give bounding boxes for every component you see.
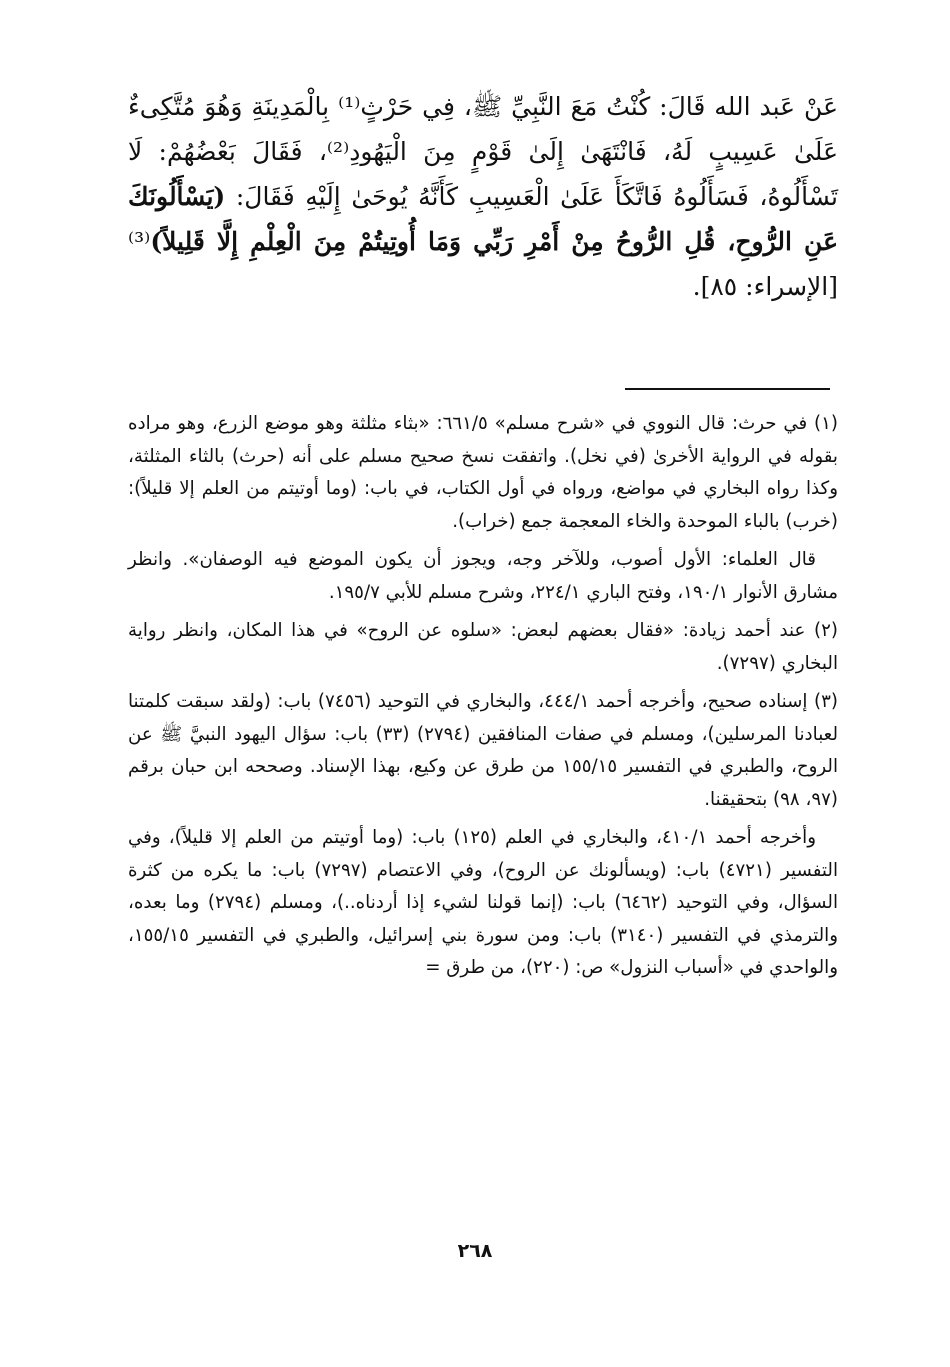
footnotes-section bbox=[128, 408, 838, 991]
footnote-divider bbox=[625, 388, 830, 390]
hadith-narration: عَنْ عَبد الله قَالَ: كُنْتُ مَعَ النَّبِيِّ ﷺ، فِي حَرْثٍ⁽¹⁾ بِالْمَدِينَةِ وَهُوَ مُتَّكِىءٌ عَلَىٰ عَسِيبٍ لَهُ، فَانْتَهَىٰ إِلَىٰ قَوْمٍ مِنَ الْيَهُودِ⁽²⁾، فَقَالَ بَعْضُهُمْ: لَا تَسْأَلُوهُ، فَسَأَلُوهُ فَاتَّكَأَ عَلَىٰ الْعَسِيبِ كَأَنَّهُ يُوحَىٰ إِلَيْهِ فَقَالَ: bbox=[128, 92, 838, 211]
footnote-3: (٣) إسناده صحيح، وأخرجه أحمد ٤٤٤/١، والبخاري في التوحيد (٧٤٥٦) باب: (ولقد سبقت كلمتنا لعبادنا المرسلين)، ومسلم في صفات المنافقين (٢٧٩٤) (٣٣) باب: سؤال اليهود النبيَّ ﷺ عن الروح، والطبري في التفسير ١٥٥/١٥ من طرق عن وكيع، بهذا الإسناد. وصححه ابن حبان برقم (٩٧، ٩٨) بتحقيقنا. bbox=[128, 691, 839, 810]
quran-quote: (يَسْأَلُونَكَ عَنِ الرُّوحِ، قُلِ الرُّوحُ مِنْ أَمْرِ رَبِّي وَمَا أُوتِيتُمْ مِنَ الْعِلْمِ إِلَّا قَلِيلاً) bbox=[128, 182, 838, 256]
hadith-text bbox=[128, 84, 838, 309]
hadith-reference: ⁽³⁾ [الإسراء: ٨٥]. bbox=[128, 227, 838, 301]
main-text-block bbox=[128, 84, 838, 309]
footnote-3-continued: وأخرجه أحمد ٤١٠/١، والبخاري في العلم (١٢٥) باب: (وما أوتيتم من العلم إلا قليلاً)، وفي التفسير (٤٧٢١) باب: (ويسألونك عن الروح)، وفي الاعتصام (٧٢٩٧) باب: ما يكره من كثرة السؤال، وفي التوحيد (٦٤٦٢) باب: (إنما قولنا لشيء إذا أردناه..)، ومسلم (٢٧٩٤) وما بعده، والترمذي في التفسير (٣١٤٠) باب: ومن سورة بني إسرائيل، والطبري في التفسير ١٥٥/١٥، والواحدي في «أسباب النزول» ص: (٢٢٠)، من طرق = bbox=[128, 827, 839, 978]
page-number: ٢٦٨ bbox=[457, 1240, 493, 1262]
footnote-1: (١) في حرث: قال النووي في «شرح مسلم» ٦٦١/٥: «بثاء مثلثة وهو موضع الزرع، وهو مراده بقوله في الرواية الأخرىٰ (في نخل). واتفقت نسخ صحيح مسلم على أنه (حرث) بالثاء المثلثة، وكذا رواه البخاري في مواضع، ورواه في أول الكتاب، في باب: (وما أوتيتم من العلم إلا قليلاً): (خرب) بالباء الموحدة والخاء المعجمة جمع (خراب). bbox=[128, 413, 838, 532]
footnote-1-continued: قال العلماء: الأول أصوب، وللآخر وجه، ويجوز أن يكون الموضع فيه الوصفان». وانظر مشارق الأنوار ١٩٠/١، وفتح الباري ٢٢٤/١، وشرح مسلم للأبي ١٩٥/٧. bbox=[128, 549, 838, 603]
footnote-2: (٢) عند أحمد زيادة: «فقال بعضهم لبعض: «سلوه عن الروح» في هذا المكان، وانظر رواية البخاري (٧٢٩٧). bbox=[128, 620, 838, 674]
